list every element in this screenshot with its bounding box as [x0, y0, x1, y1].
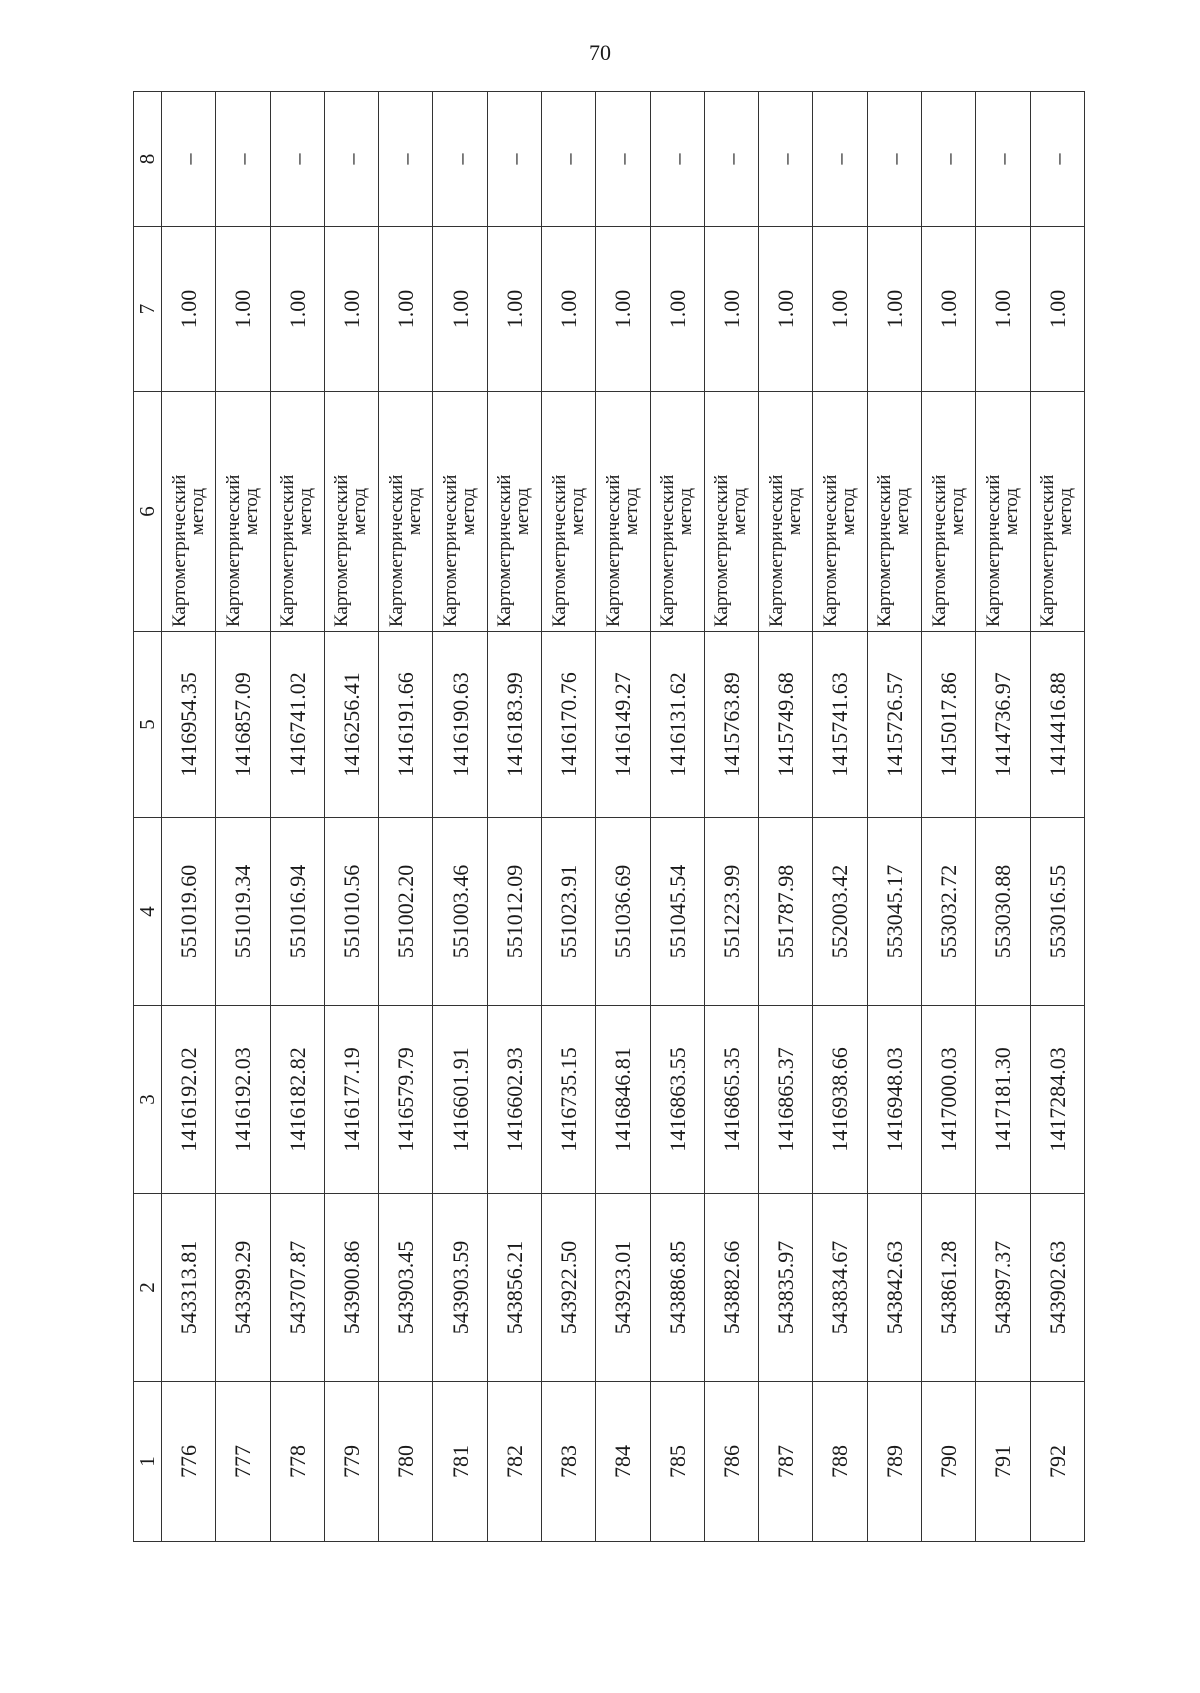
coord-x-cell: 543856.21 [487, 1194, 541, 1382]
method-line-2: метод [458, 487, 480, 536]
point-number-cell: 789 [867, 1382, 921, 1542]
coord-y-cell: 1417000.03 [921, 1006, 975, 1194]
coord-x2-cell: 551003.46 [433, 818, 487, 1006]
header-cell: 6 [134, 392, 162, 632]
coord-y-cell: 1416863.55 [650, 1006, 704, 1194]
method-line-2: метод [783, 487, 805, 536]
point-number-cell: 780 [379, 1382, 433, 1542]
table-body [134, 92, 1085, 1542]
note-cell: – [1030, 92, 1085, 227]
point-number-cell: 785 [650, 1382, 704, 1542]
coord-x2-cell: 551036.69 [596, 818, 650, 1006]
header-cell: 2 [134, 1194, 162, 1382]
method-line-2: метод [838, 487, 860, 536]
coord-x-cell: 543903.59 [433, 1194, 487, 1382]
table-row [433, 92, 487, 1542]
table-row [379, 92, 433, 1542]
method-line-1: Картометрический [657, 474, 679, 627]
coord-x2-cell: 551019.34 [216, 818, 270, 1006]
point-number-cell: 778 [270, 1382, 324, 1542]
method-line-1: Картометрический [222, 474, 244, 627]
note-cell: – [216, 92, 270, 227]
note-cell: – [976, 92, 1030, 227]
coord-x-cell: 543835.97 [759, 1194, 813, 1382]
method-cell [379, 392, 433, 632]
table-row [921, 92, 975, 1542]
coord-y-cell: 1416865.35 [704, 1006, 758, 1194]
method-line-1: Картометрический [168, 474, 190, 627]
coord-y-cell: 1416601.91 [433, 1006, 487, 1194]
point-number-cell: 782 [487, 1382, 541, 1542]
coord-y2-cell: 1416954.35 [162, 632, 216, 818]
table-row [270, 92, 324, 1542]
method-line-1: Картометрический [874, 474, 896, 627]
method-cell [596, 392, 650, 632]
method-line-1: Картометрический [765, 474, 787, 627]
coord-y-cell: 1416182.82 [270, 1006, 324, 1194]
point-number-cell: 792 [1030, 1382, 1085, 1542]
coord-y-cell: 1416938.66 [813, 1006, 867, 1194]
coord-x2-cell: 551002.20 [379, 818, 433, 1006]
accuracy-cell: 1.00 [650, 227, 704, 392]
coord-x-cell: 543902.63 [1030, 1194, 1085, 1382]
method-line-2: метод [892, 487, 914, 536]
coord-y-cell: 1416735.15 [541, 1006, 595, 1194]
accuracy-cell: 1.00 [216, 227, 270, 392]
method-line-2: метод [512, 487, 534, 536]
method-line-1: Картометрический [711, 474, 733, 627]
note-cell: – [379, 92, 433, 227]
accuracy-cell: 1.00 [162, 227, 216, 392]
table-row [162, 92, 216, 1542]
coord-x-cell: 543922.50 [541, 1194, 595, 1382]
header-cell: 8 [134, 92, 162, 227]
point-number-cell: 783 [541, 1382, 595, 1542]
coord-y-cell: 1417284.03 [1030, 1006, 1085, 1194]
coord-y2-cell: 1415741.63 [813, 632, 867, 818]
table-row [596, 92, 650, 1542]
point-number-cell: 777 [216, 1382, 270, 1542]
method-cell [487, 392, 541, 632]
method-line-2: метод [1055, 487, 1077, 536]
note-cell: – [162, 92, 216, 227]
method-line-1: Картометрический [982, 474, 1004, 627]
coord-x-cell: 543313.81 [162, 1194, 216, 1382]
coord-x2-cell: 553032.72 [921, 818, 975, 1006]
note-cell: – [324, 92, 378, 227]
point-number-cell: 781 [433, 1382, 487, 1542]
accuracy-cell: 1.00 [921, 227, 975, 392]
note-cell: – [433, 92, 487, 227]
coord-x2-cell: 552003.42 [813, 818, 867, 1006]
method-cell [433, 392, 487, 632]
note-cell: – [270, 92, 324, 227]
coord-y-cell: 1416177.19 [324, 1006, 378, 1194]
note-cell: – [596, 92, 650, 227]
method-cell [270, 392, 324, 632]
table-row [487, 92, 541, 1542]
coord-x2-cell: 551045.54 [650, 818, 704, 1006]
accuracy-cell: 1.00 [596, 227, 650, 392]
coord-y2-cell: 1416183.99 [487, 632, 541, 818]
method-line-2: метод [675, 487, 697, 536]
note-cell: – [704, 92, 758, 227]
coord-y2-cell: 1416170.76 [541, 632, 595, 818]
coord-y-cell: 1416865.37 [759, 1006, 813, 1194]
coord-y2-cell: 1414416.88 [1030, 632, 1085, 818]
method-cell [162, 392, 216, 632]
header-cell: 3 [134, 1006, 162, 1194]
coord-y2-cell: 1415726.57 [867, 632, 921, 818]
method-cell [759, 392, 813, 632]
coord-y2-cell: 1415749.68 [759, 632, 813, 818]
coord-y-cell: 1417181.30 [976, 1006, 1030, 1194]
accuracy-cell: 1.00 [379, 227, 433, 392]
coord-y2-cell: 1415017.86 [921, 632, 975, 818]
coord-x2-cell: 551010.56 [324, 818, 378, 1006]
table-row [650, 92, 704, 1542]
coord-y2-cell: 1416857.09 [216, 632, 270, 818]
method-line-1: Картометрический [440, 474, 461, 627]
coord-y-cell: 1416948.03 [867, 1006, 921, 1194]
coord-y2-cell: 1416191.66 [379, 632, 433, 818]
point-number-cell: 787 [759, 1382, 813, 1542]
method-cell [921, 392, 975, 632]
coord-x-cell: 543923.01 [596, 1194, 650, 1382]
table-row [216, 92, 270, 1542]
accuracy-cell: 1.00 [324, 227, 378, 392]
coord-x2-cell: 551016.94 [270, 818, 324, 1006]
method-line-1: Картометрический [602, 474, 624, 627]
coord-y2-cell: 1416256.41 [324, 632, 378, 818]
table-row [704, 92, 758, 1542]
method-cell [650, 392, 704, 632]
table-row [867, 92, 921, 1542]
coord-y2-cell: 1416190.63 [433, 632, 487, 818]
coord-x-cell: 543900.86 [324, 1194, 378, 1382]
table-row [324, 92, 378, 1542]
note-cell: – [541, 92, 595, 227]
coord-y-cell: 1416602.93 [487, 1006, 541, 1194]
accuracy-cell: 1.00 [487, 227, 541, 392]
coord-y2-cell: 1416741.02 [270, 632, 324, 818]
accuracy-cell: 1.00 [867, 227, 921, 392]
coord-x-cell: 543707.87 [270, 1194, 324, 1382]
header-row [134, 92, 162, 1542]
method-line-2: метод [1000, 487, 1022, 536]
coord-x2-cell: 551787.98 [759, 818, 813, 1006]
header-cell: 4 [134, 818, 162, 1006]
table-row [813, 92, 867, 1542]
coord-x2-cell: 551019.60 [162, 818, 216, 1006]
method-line-1: Картометрический [494, 474, 516, 627]
rotated-table-container [133, 92, 1085, 1542]
method-line-1: Картометрический [548, 474, 570, 627]
coordinates-table [133, 91, 1085, 1542]
method-cell [704, 392, 758, 632]
method-line-1: Картометрический [331, 474, 353, 627]
coord-y-cell: 1416192.02 [162, 1006, 216, 1194]
point-number-cell: 788 [813, 1382, 867, 1542]
method-line-2: метод [349, 487, 371, 536]
accuracy-cell: 1.00 [433, 227, 487, 392]
method-line-2: метод [403, 487, 425, 536]
method-line-1: Картометрический [277, 474, 299, 627]
method-cell [867, 392, 921, 632]
accuracy-cell: 1.00 [1030, 227, 1085, 392]
coord-x-cell: 543842.63 [867, 1194, 921, 1382]
method-line-2: метод [729, 487, 751, 536]
coord-y2-cell: 1415763.89 [704, 632, 758, 818]
note-cell: – [650, 92, 704, 227]
coord-x-cell: 543886.85 [650, 1194, 704, 1382]
table-row [541, 92, 595, 1542]
coord-x-cell: 543882.66 [704, 1194, 758, 1382]
method-line-1: Картометрический [1037, 474, 1059, 627]
coord-x-cell: 543399.29 [216, 1194, 270, 1382]
coord-x2-cell: 551023.91 [541, 818, 595, 1006]
accuracy-cell: 1.00 [759, 227, 813, 392]
accuracy-cell: 1.00 [976, 227, 1030, 392]
method-line-2: метод [295, 487, 317, 536]
coord-y-cell: 1416579.79 [379, 1006, 433, 1194]
coord-x2-cell: 553016.55 [1030, 818, 1085, 1006]
coord-x-cell: 543903.45 [379, 1194, 433, 1382]
coord-y-cell: 1416846.81 [596, 1006, 650, 1194]
method-line-2: метод [240, 487, 262, 536]
coord-x2-cell: 553045.17 [867, 818, 921, 1006]
coord-x2-cell: 551012.09 [487, 818, 541, 1006]
coord-x-cell: 543861.28 [921, 1194, 975, 1382]
table-row [1030, 92, 1085, 1542]
header-cell: 7 [134, 227, 162, 392]
method-line-1: Картометрический [819, 474, 841, 627]
note-cell: – [867, 92, 921, 227]
coord-y-cell: 1416192.03 [216, 1006, 270, 1194]
note-cell: – [813, 92, 867, 227]
page-number: 70 [589, 40, 611, 65]
point-number-cell: 784 [596, 1382, 650, 1542]
coord-x-cell: 543897.37 [976, 1194, 1030, 1382]
coord-y2-cell: 1416131.62 [650, 632, 704, 818]
point-number-cell: 779 [324, 1382, 378, 1542]
method-cell [541, 392, 595, 632]
method-cell [324, 392, 378, 632]
note-cell: – [487, 92, 541, 227]
method-line-2: метод [946, 487, 968, 536]
point-number-cell: 776 [162, 1382, 216, 1542]
note-cell: – [759, 92, 813, 227]
method-cell [216, 392, 270, 632]
method-cell [1030, 392, 1085, 632]
note-cell: – [921, 92, 975, 227]
header-cell: 5 [134, 632, 162, 818]
method-line-2: метод [620, 487, 642, 536]
accuracy-cell: 1.00 [270, 227, 324, 392]
accuracy-cell: 1.00 [704, 227, 758, 392]
coord-x-cell: 543834.67 [813, 1194, 867, 1382]
method-line-2: метод [186, 487, 208, 536]
coord-x2-cell: 553030.88 [976, 818, 1030, 1006]
accuracy-cell: 1.00 [813, 227, 867, 392]
method-cell [813, 392, 867, 632]
coord-x2-cell: 551223.99 [704, 818, 758, 1006]
table-row [976, 92, 1030, 1542]
point-number-cell: 791 [976, 1382, 1030, 1542]
point-number-cell: 786 [704, 1382, 758, 1542]
method-line-2: метод [566, 487, 588, 536]
header-cell: 1 [134, 1382, 162, 1542]
method-cell [976, 392, 1030, 632]
coord-y2-cell: 1414736.97 [976, 632, 1030, 818]
accuracy-cell: 1.00 [541, 227, 595, 392]
method-line-1: Картометрический [928, 474, 950, 627]
method-line-1: Картометрический [385, 474, 407, 627]
table-row [759, 92, 813, 1542]
point-number-cell: 790 [921, 1382, 975, 1542]
coord-y2-cell: 1416149.27 [596, 632, 650, 818]
